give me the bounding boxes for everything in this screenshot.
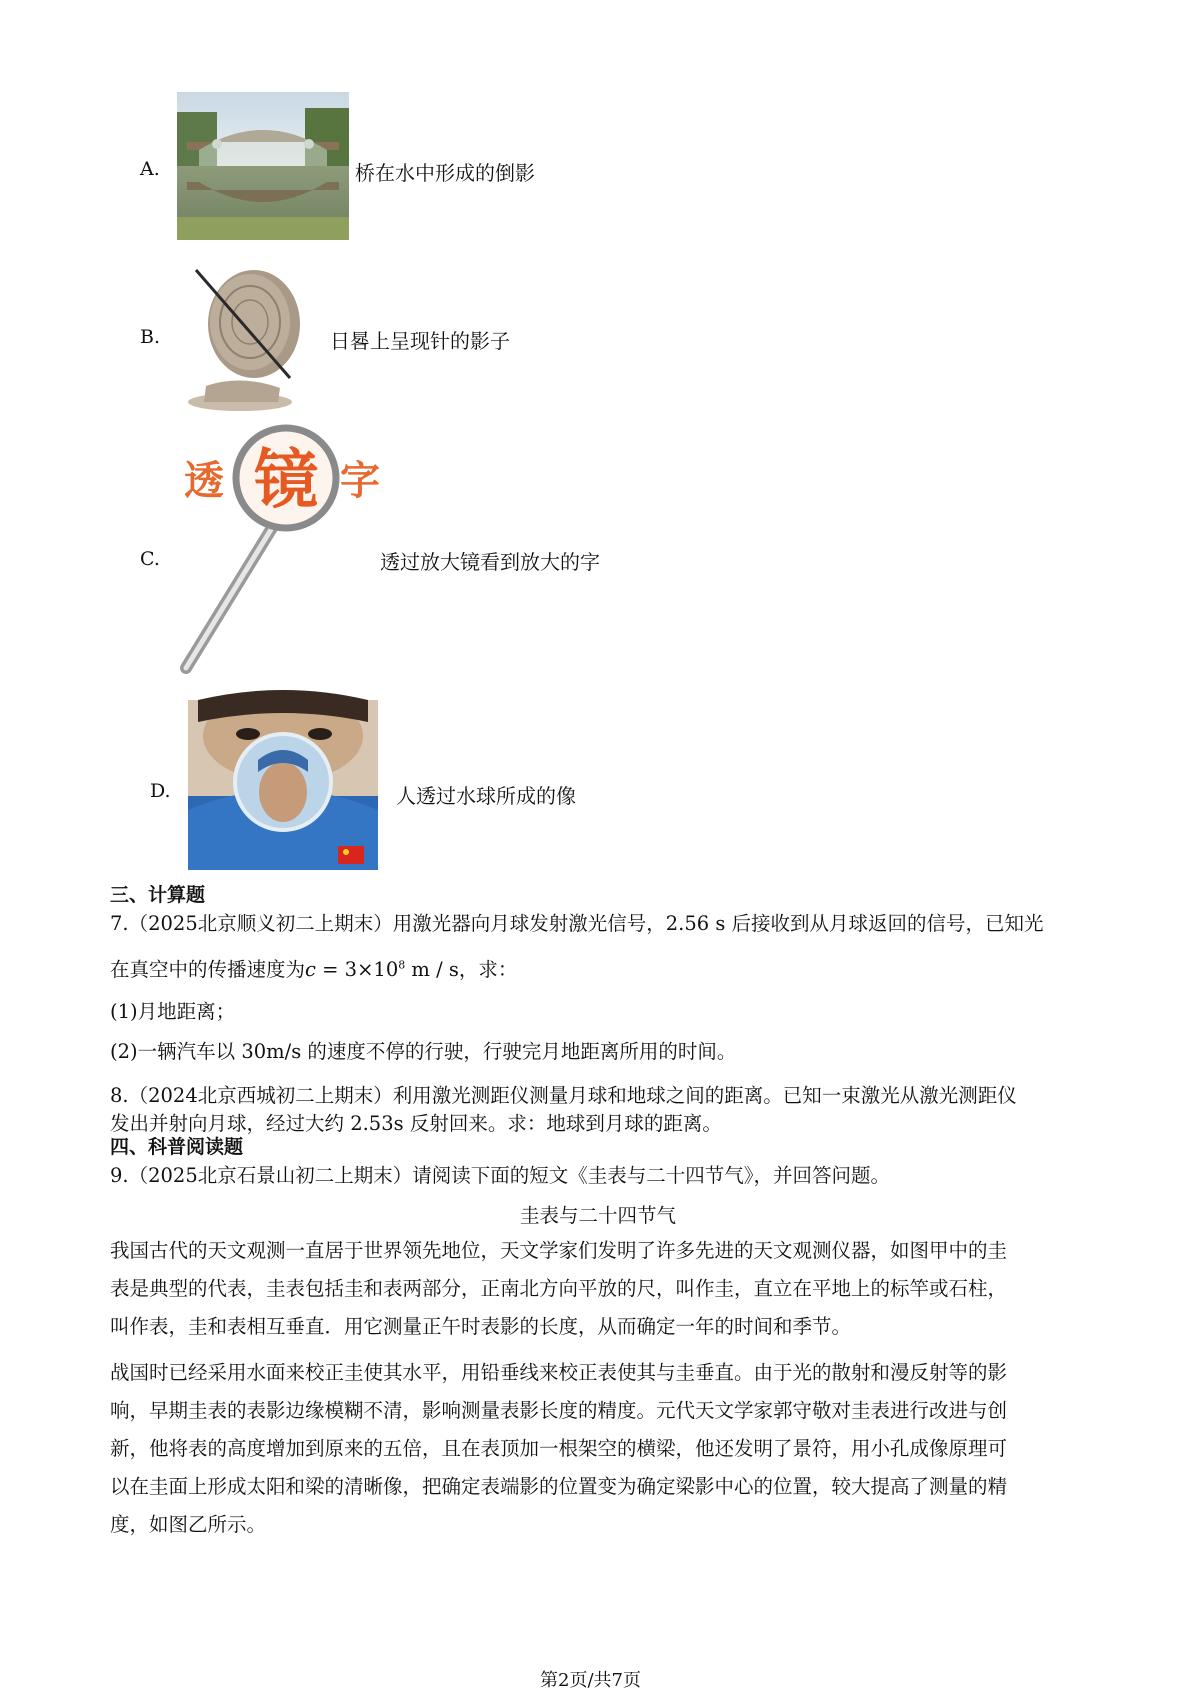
magnified-char-3: 字 [340,458,380,504]
para2-line4: 以在圭面上形成太阳和梁的清晰像，把确定表端影的位置变为确定梁影中心的位置，较大提高了测量的精 [110,1475,1008,1498]
option-c-text: 透过放大镜看到放大的字 [380,550,600,574]
option-b-letter: B. [140,326,161,348]
q7-line2-pre: 在真空中的传播速度为 [110,958,306,981]
magnifier-photo [180,428,380,680]
q7-formula-exp: 8 [398,958,406,972]
page-footer: 第2页/共7页 [540,1670,641,1691]
option-b-text: 日晷上呈现针的影子 [330,329,510,353]
option-c-letter: C. [140,548,160,570]
section-4-heading: 四、科普阅读题 [110,1136,244,1158]
magnified-char-1: 透 [184,458,224,504]
para2-line2: 响，早期圭表的表影边缘模糊不清，影响测量表影长度的精度。元代天文学家郭守敬对圭表进行改进与创 [110,1399,1008,1422]
option-d-text: 人透过水球所成的像 [396,784,576,808]
para2-line1: 战国时已经采用水面来校正圭使其水平，用铅垂线来校正表使其与圭垂直。由于光的散射和漫反射等的影 [110,1361,1008,1384]
q8-line1: 8.（2024北京西城初二上期末）利用激光测距仪测量月球和地球之间的距离。已知一束激光从激光测距仪 [110,1084,1017,1107]
q7-line2-post: ，求： [458,958,518,981]
para2-line5: 度，如图乙所示。 [110,1513,267,1536]
section-3-heading: 三、计算题 [110,884,206,906]
para1-line2: 表是典型的代表，圭表包括圭和表两部分，正南北方向平放的尺，叫作圭，直立在平地上的标竿或石柱， [110,1277,1008,1300]
q7-formula-c: c [305,958,316,981]
q7-formula [305,958,459,981]
q7-line2 [110,954,517,982]
bridge-reflection-photo [177,92,349,240]
para1-line3: 叫作表，圭和表相互垂直．用它测量正午时表影的长度，从而确定一年的时间和季节。 [110,1315,852,1338]
para2-line3: 新，他将表的高度增加到原来的五倍，且在表顶加一根架空的横梁，他还发明了景符，用小孔成像原理可 [110,1437,1008,1460]
magnified-char-2: 镜 [254,444,318,518]
water-ball-photo [188,700,378,870]
article-paragraph-2 [110,1354,1100,1544]
sundial-photo [182,266,308,412]
q7-sub2: (2)一辆汽车以 30m/s 的速度不停的行驶，行驶完月地距离所用的时间。 [110,1040,737,1063]
article-paragraph-1 [110,1232,1100,1346]
option-d-letter: D. [150,780,171,802]
q7-formula-unit: m / s [405,958,459,981]
option-a-letter: A. [140,158,160,180]
para1-line1: 我国古代的天文观测一直居于世界领先地位，天文学家们发明了许多先进的天文观测仪器，如图甲中的圭 [110,1239,1008,1262]
option-a-text: 桥在水中形成的倒影 [355,161,535,185]
q7-line1: 7.（2025北京顺义初二上期末）用激光器向月球发射激光信号，2.56 s 后接收到从月球返回的信号，已知光 [110,912,1044,935]
article-title: 圭表与二十四节气 [520,1204,677,1227]
q7-sub1: (1)月地距离； [110,1000,236,1023]
q7-formula-eq: = 3×10 [315,958,399,981]
q8-line2: 发出并射向月球，经过大约 2.53s 反射回来。求：地球到月球的距离。 [110,1112,722,1135]
q9-line1: 9.（2025北京石景山初二上期末）请阅读下面的短文《圭表与二十四节气》，并回答问题。 [110,1164,890,1187]
